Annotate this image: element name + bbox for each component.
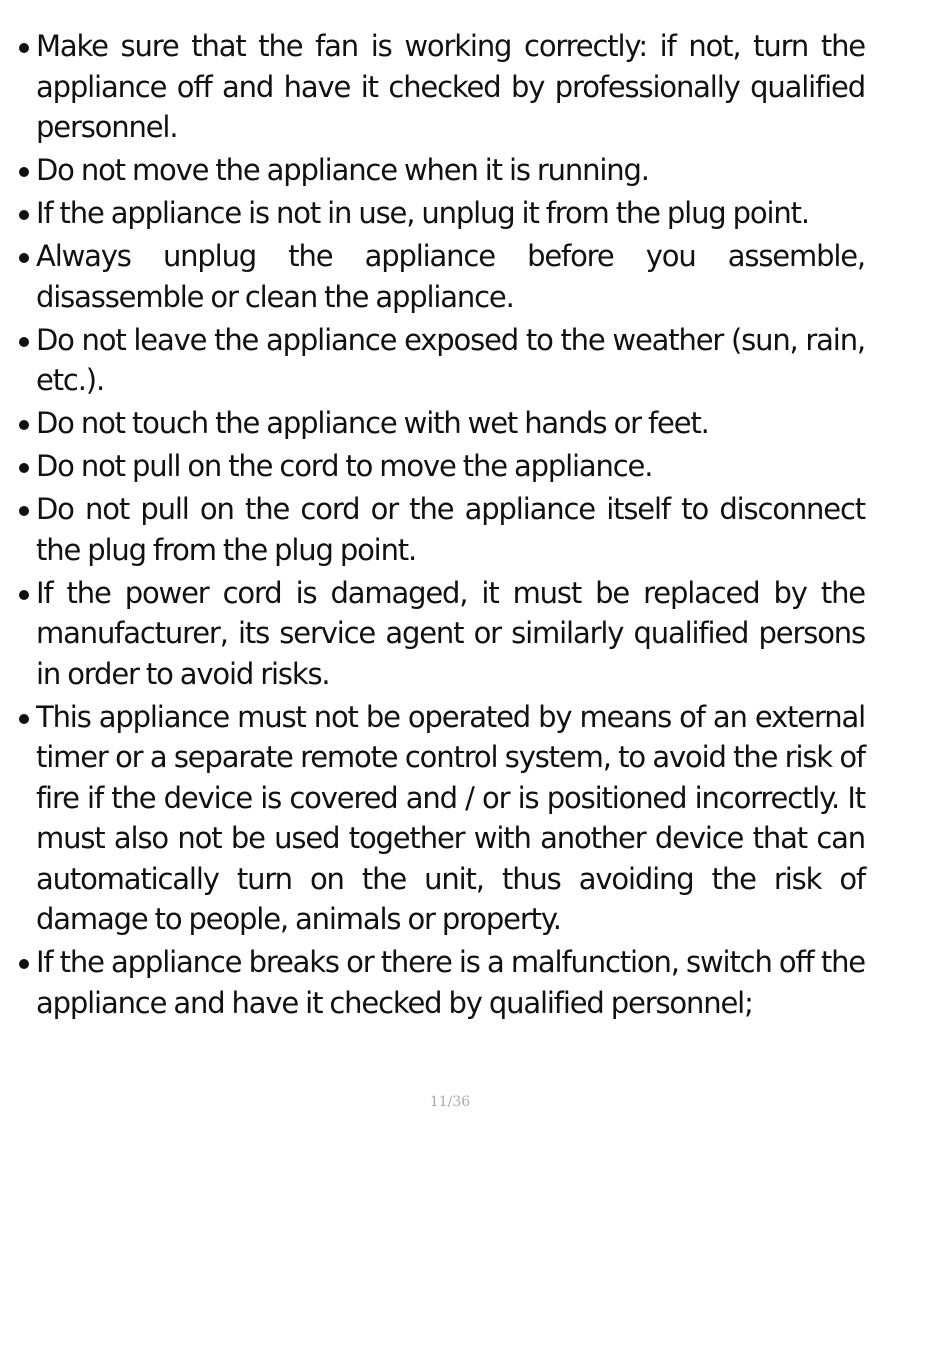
list-item	[17, 942, 865, 1023]
bullet-icon	[19, 959, 29, 969]
list-item	[17, 320, 865, 401]
list-item-text: Always unplug the appliance before you assemble, disassemble or clean the appliance.	[36, 239, 865, 314]
bullet-icon	[19, 590, 29, 600]
list-item	[17, 489, 865, 570]
bullet-icon	[19, 210, 29, 220]
list-item	[17, 446, 865, 487]
list-item	[17, 193, 865, 234]
bullet-icon	[19, 506, 29, 516]
list-item-text: Do not move the appliance when it is running.	[36, 153, 649, 187]
list-item-text: Do not pull on the cord to move the appliance.	[36, 449, 653, 483]
safety-instructions-list	[17, 26, 865, 1026]
list-item-text: Make sure that the fan is working correctly: if not, turn the appliance off and have it checked by professionally qualified personnel.	[36, 29, 865, 144]
bullet-icon	[19, 167, 29, 177]
list-item	[17, 26, 865, 148]
list-item-text: This appliance must not be operated by means of an external timer or a separate remote control system, to avoid the risk of fire if the device is covered and / or is positioned incorrectly. It must also not be used together with another device that can automatically turn on the unit, thus avoiding the risk of damage to people, animals or property.	[36, 699, 865, 936]
list-item-text: If the appliance breaks or there is a malfunction, switch off the appliance and have it checked by qualified personnel;	[36, 945, 865, 1020]
list-item	[17, 236, 865, 317]
bullet-icon	[19, 420, 29, 430]
page-number: 11/36	[429, 1094, 471, 1110]
list-item	[17, 403, 865, 444]
bullet-icon	[19, 43, 29, 53]
list-item-text: Do not leave the appliance exposed to the weather (sun, rain, etc.).	[36, 322, 865, 397]
list-item-text: If the power cord is damaged, it must be replaced by the manufacturer, its service agent or similarly qualified persons in order to avoid risks.	[36, 575, 865, 691]
bullet-icon	[19, 463, 29, 473]
list-item	[17, 150, 865, 191]
list-item	[17, 573, 865, 695]
bullet-icon	[19, 253, 29, 263]
list-item-text: Do not pull on the cord or the appliance itself to disconnect the plug from the plug point.	[36, 492, 865, 567]
list-item-text: Do not touch the appliance with wet hands or feet.	[36, 406, 709, 440]
bullet-icon	[19, 714, 29, 724]
bullet-icon	[19, 337, 29, 347]
list-item	[17, 697, 865, 940]
list-item-text: If the appliance is not in use, unplug it from the plug point.	[36, 196, 809, 230]
